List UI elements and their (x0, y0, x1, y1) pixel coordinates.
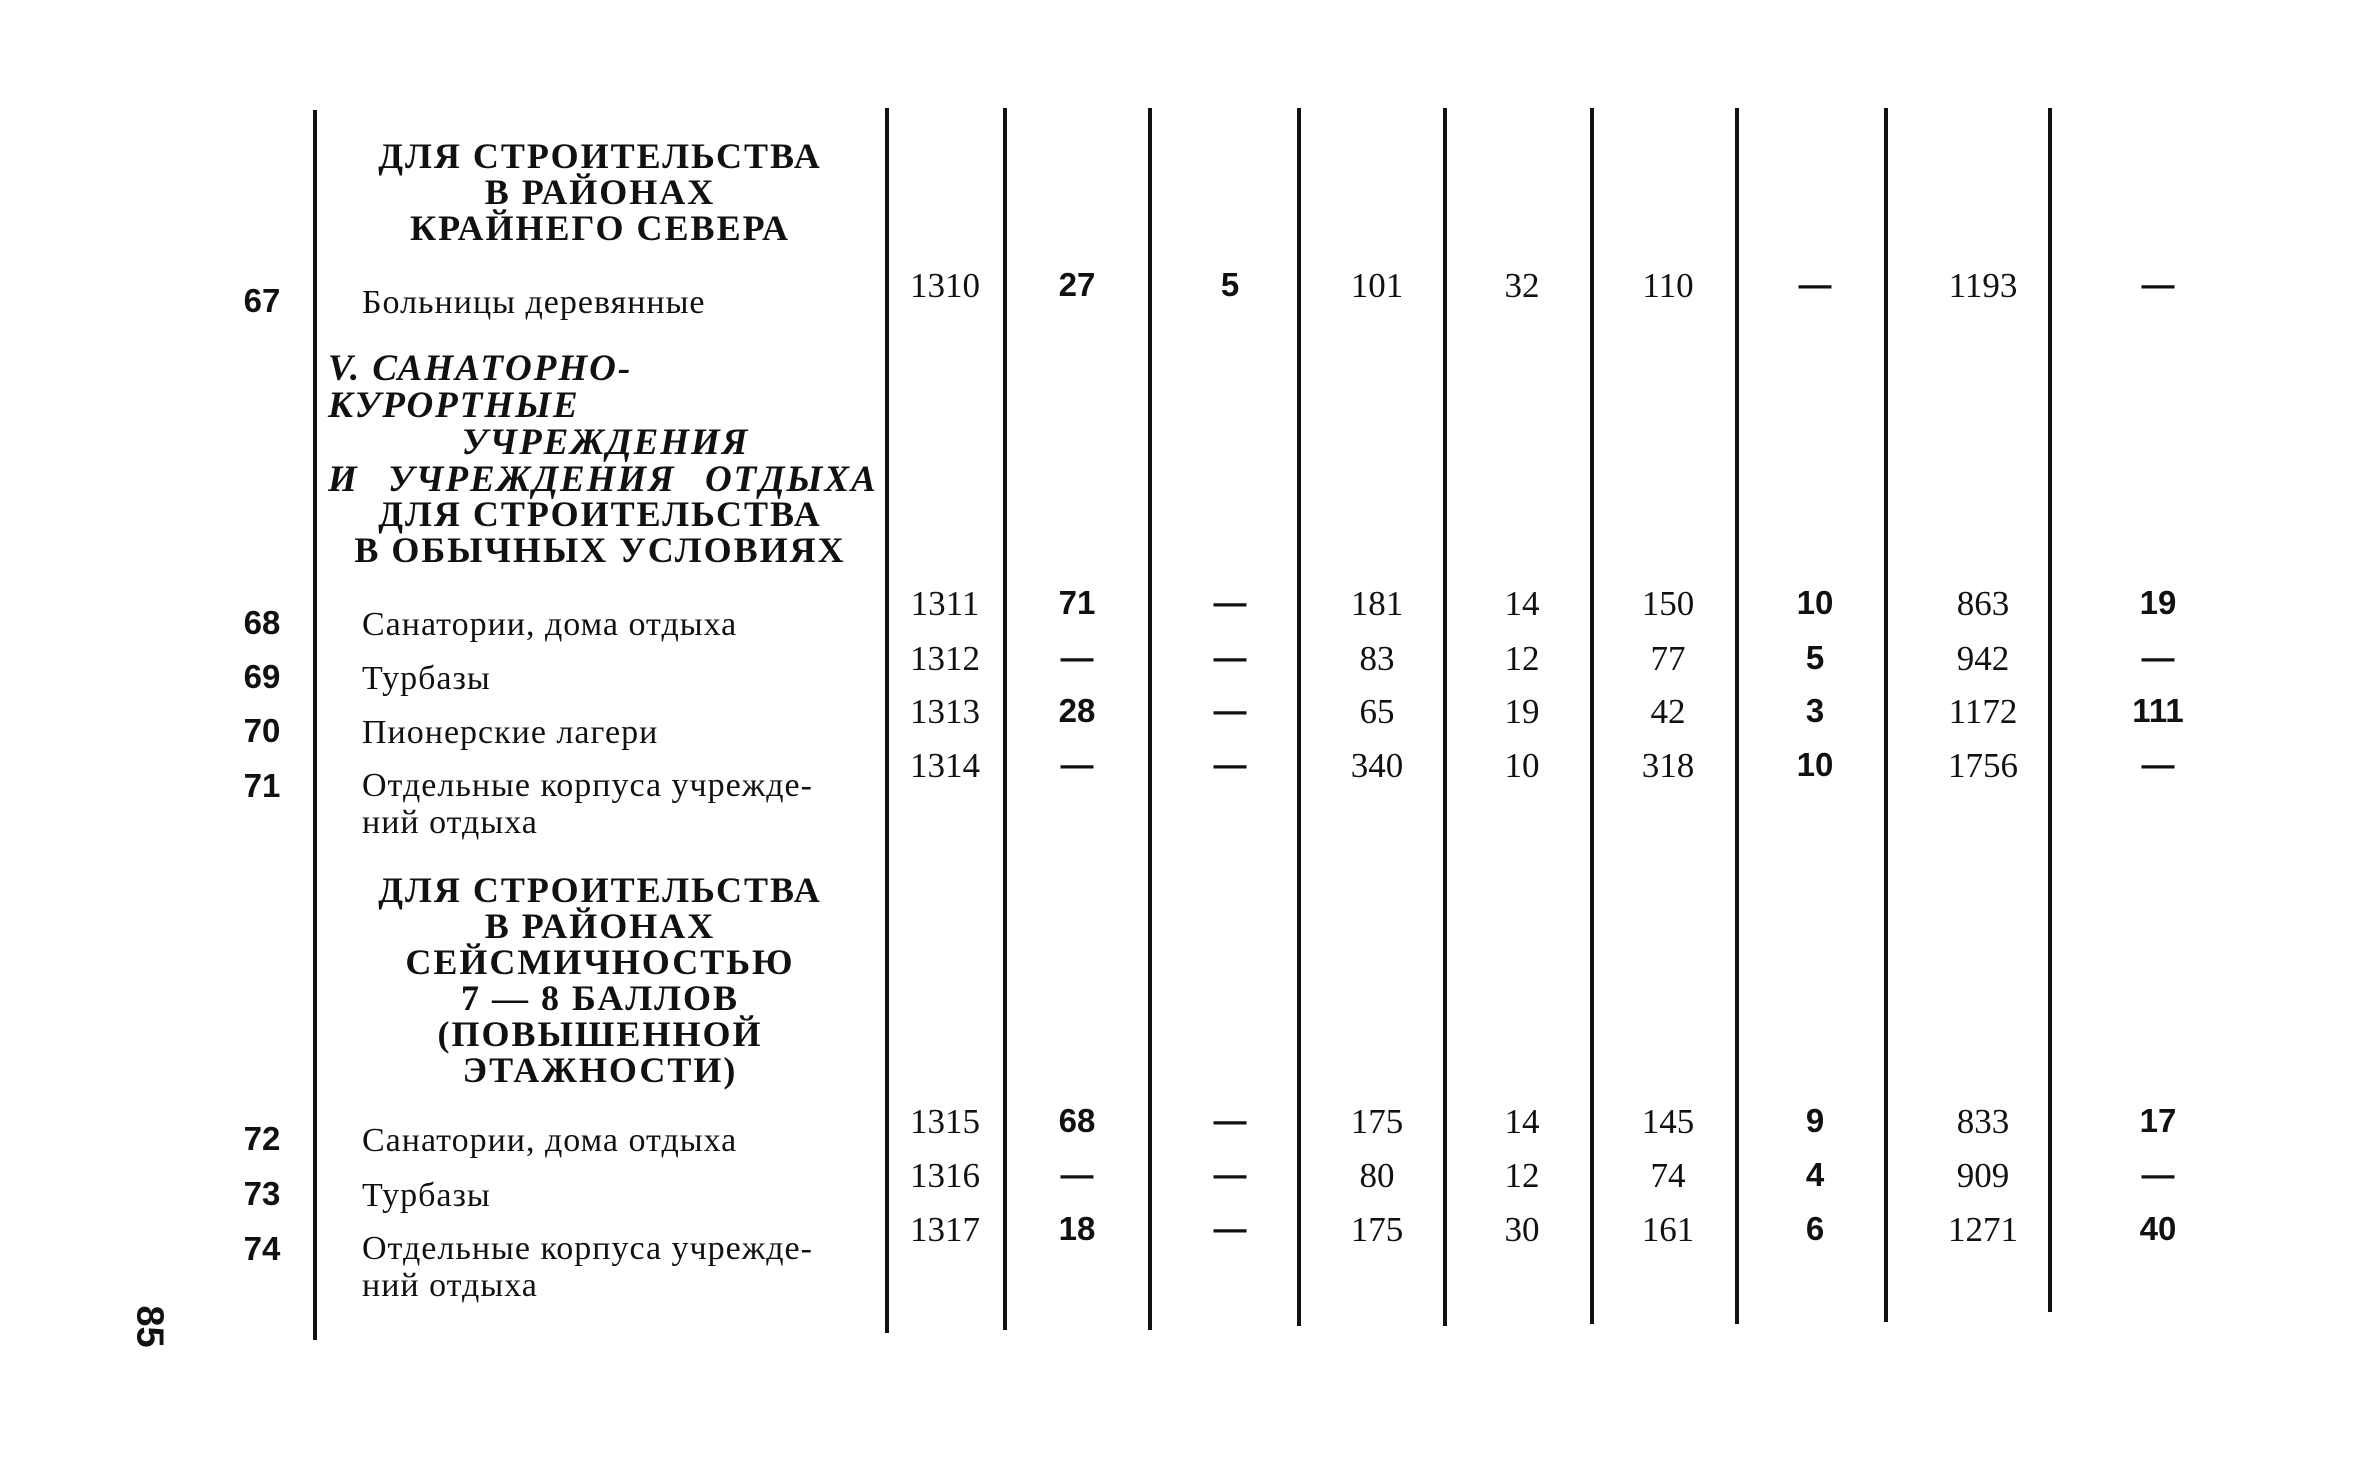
table-cell: — (1213, 746, 1247, 783)
table-cell: 1756 (1948, 746, 2018, 785)
table-cell: 1193 (1948, 266, 2018, 305)
table-cell: — (1213, 1156, 1247, 1193)
table-cell: — (1213, 1102, 1247, 1139)
table-cell: 12 (1504, 1156, 1540, 1195)
table-cell: 10 (1796, 584, 1834, 621)
table-cell: 1316 (910, 1156, 980, 1195)
section-heading-ordinary: ДЛЯ СТРОИТЕЛЬСТВА В ОБЫЧНЫХ УСЛОВИЯХ (354, 494, 846, 570)
table-cell: 145 (1641, 1102, 1695, 1141)
table-cell: 68 (1058, 1102, 1096, 1139)
table-cell: 181 (1350, 584, 1404, 623)
table-cell: 71 (1058, 584, 1096, 621)
section-heading-far-north: ДЛЯ СТРОИТЕЛЬСТВА В РАЙОНАХ КРАЙНЕГО СЕВЕРА (378, 136, 822, 248)
table-cell: 161 (1641, 1210, 1695, 1249)
row-label: Пионерские лагери (362, 714, 659, 751)
column-rule (1443, 108, 1447, 1326)
table-cell: 5 (1220, 266, 1240, 303)
column-rule (1735, 108, 1739, 1324)
table-cell: 833 (1956, 1102, 2010, 1141)
table-cell: 1311 (910, 584, 980, 623)
row-label: Санатории, дома отдыха (362, 606, 738, 643)
row-label: Больницы деревянные (362, 284, 706, 321)
table-cell: 942 (1956, 639, 2010, 678)
table-cell: 5 (1805, 639, 1825, 676)
table-cell: 4 (1805, 1156, 1825, 1193)
row-label: Отдельные корпуса учрежде- (362, 1230, 813, 1267)
table-cell: 65 (1359, 692, 1395, 731)
table-cell: 18 (1058, 1210, 1096, 1247)
row-label: Турбазы (362, 1177, 491, 1214)
column-rule (1590, 108, 1594, 1324)
table-cell: — (2141, 266, 2175, 303)
table-cell: 17 (2139, 1102, 2177, 1139)
table-cell: 14 (1504, 1102, 1540, 1141)
table-cell: 9 (1805, 1102, 1825, 1139)
table-cell: 1313 (910, 692, 980, 731)
table-cell: 175 (1350, 1210, 1404, 1249)
row-number: 70 (243, 712, 281, 749)
column-rule (313, 110, 317, 1340)
table-cell: — (1213, 639, 1247, 676)
table-cell: 14 (1504, 584, 1540, 623)
row-number: 73 (243, 1175, 281, 1212)
column-rule (1884, 108, 1888, 1322)
row-number: 67 (243, 282, 281, 319)
table-cell: 19 (2139, 584, 2177, 621)
table-cell: — (1213, 584, 1247, 621)
table-cell: 111 (2132, 692, 2184, 729)
table-cell: 30 (1504, 1210, 1540, 1249)
table-cell: 1271 (1948, 1210, 2018, 1249)
row-label-continuation: ний отдыха (362, 1267, 538, 1304)
table-cell: 28 (1058, 692, 1096, 729)
table-cell: 19 (1504, 692, 1540, 731)
table-cell: 12 (1504, 639, 1540, 678)
table-cell: 40 (2139, 1210, 2177, 1247)
table-cell: 1314 (910, 746, 980, 785)
table-cell: 1317 (910, 1210, 980, 1249)
row-label: Отдельные корпуса учрежде- (362, 767, 813, 804)
table-cell: 110 (1642, 266, 1694, 305)
table-cell: — (2141, 639, 2175, 676)
column-rule (1148, 108, 1152, 1330)
row-number: 74 (243, 1230, 281, 1267)
table-cell: 6 (1805, 1210, 1825, 1247)
table-cell: 1310 (910, 266, 980, 305)
table-cell: 74 (1650, 1156, 1686, 1195)
table-cell: 1172 (1948, 692, 2018, 731)
table-cell: 77 (1650, 639, 1686, 678)
table-cell: 32 (1504, 266, 1540, 305)
row-number: 72 (243, 1120, 281, 1157)
table-cell: 80 (1359, 1156, 1395, 1195)
table-cell: 318 (1641, 746, 1695, 785)
row-number: 71 (243, 767, 281, 804)
table-cell: — (2141, 1156, 2175, 1193)
row-number: 68 (243, 604, 281, 641)
table-cell: — (1060, 639, 1094, 676)
table-cell: 863 (1956, 584, 2010, 623)
section-heading-seismic: ДЛЯ СТРОИТЕЛЬСТВА В РАЙОНАХ СЕЙСМИЧНОСТЬЮ 7 — 8 БАЛЛОВ (ПОВЫШЕННОЙ ЭТАЖНОСТИ) (378, 870, 822, 1090)
table-cell: — (1060, 746, 1094, 783)
table-cell: 1315 (910, 1102, 980, 1141)
section-heading-v: V. САНАТОРНО-КУРОРТНЫЕ УЧРЕЖДЕНИЯ И УЧРЕЖДЕНИЯ ОТДЫХА (328, 348, 878, 500)
table-cell: 42 (1650, 692, 1686, 731)
page-number: 85 (128, 1305, 171, 1348)
table-cell: 3 (1805, 692, 1825, 729)
table-cell: 150 (1641, 584, 1695, 623)
row-label: Турбазы (362, 660, 491, 697)
column-rule (1297, 108, 1301, 1326)
row-label-continuation: ний отдыха (362, 804, 538, 841)
table-cell: 10 (1796, 746, 1834, 783)
table-cell: 909 (1956, 1156, 2010, 1195)
row-number: 69 (243, 658, 281, 695)
table-cell: 10 (1504, 746, 1540, 785)
table-cell: 101 (1350, 266, 1404, 305)
table-cell: — (1060, 1156, 1094, 1193)
table-cell: 1312 (910, 639, 980, 678)
table-cell: — (1798, 266, 1832, 303)
table-cell: — (1213, 692, 1247, 729)
table-cell: 175 (1350, 1102, 1404, 1141)
table-cell: 27 (1058, 266, 1096, 303)
table-cell: — (2141, 746, 2175, 783)
table-cell: 340 (1350, 746, 1404, 785)
table-cell: — (1213, 1210, 1247, 1247)
column-rule (2048, 108, 2052, 1312)
row-label: Санатории, дома отдыха (362, 1122, 738, 1159)
table-cell: 83 (1359, 639, 1395, 678)
